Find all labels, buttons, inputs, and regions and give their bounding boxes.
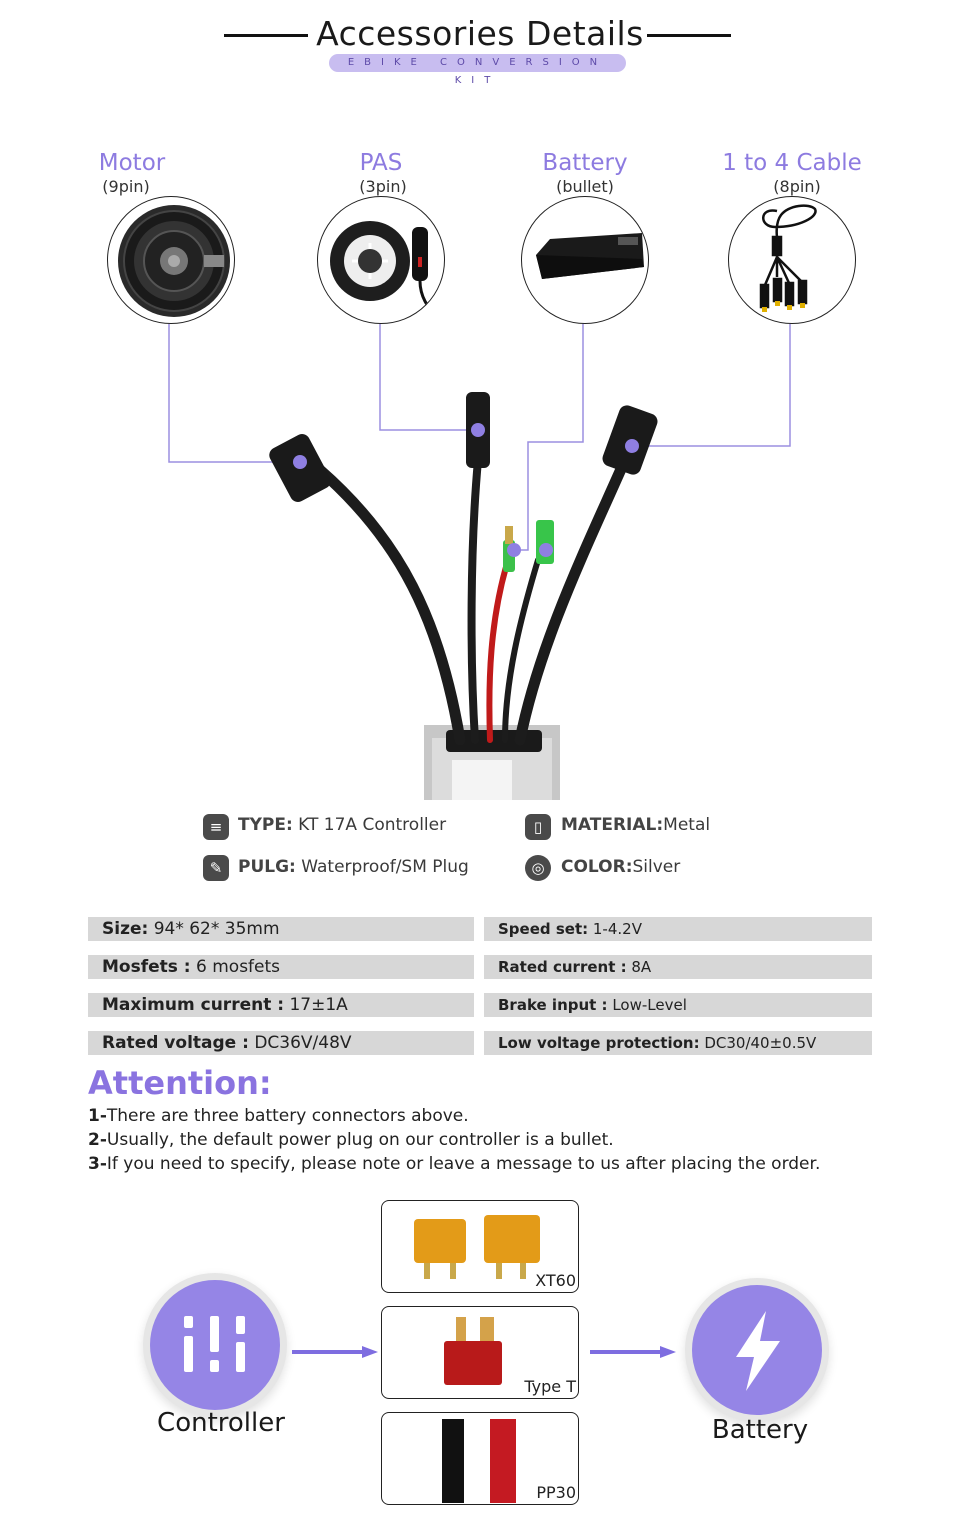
xt60-plug-icon (410, 1211, 550, 1287)
spec-color (561, 857, 680, 877)
spec-plug (238, 857, 469, 877)
attention-item-number: 1- (88, 1106, 107, 1126)
material-icon: ▯ (525, 814, 551, 840)
connector-xt60 (381, 1200, 579, 1293)
spec-row-value: 1-4.2V (588, 920, 642, 938)
palette-icon: ◎ (525, 855, 551, 881)
accessory-pas-name: PAS (359, 150, 403, 176)
battery-photo-icon (521, 196, 649, 324)
spec-row-value: 6 mosfets (190, 957, 281, 977)
spec-row-value: DC36V/48V (248, 1033, 352, 1053)
spec-row-max-current (88, 993, 474, 1017)
plug-icon: ✎ (203, 855, 229, 881)
spec-row-mosfets (88, 955, 474, 979)
spec-row-key: Speed set: (498, 920, 589, 938)
spec-row-value: Low-Level (607, 996, 687, 1014)
connector-type-t-label: Type T (524, 1377, 576, 1396)
spec-row-key: Rated voltage : (102, 1033, 249, 1053)
attention-item-number: 2- (88, 1130, 107, 1150)
accessory-battery-name: Battery (542, 150, 628, 176)
arrow-right-icon (292, 1344, 380, 1360)
controller-icon (150, 1280, 280, 1410)
type-t-plug-icon (438, 1313, 508, 1393)
attention-item (88, 1154, 820, 1174)
spec-row-key: Rated current : (498, 958, 627, 976)
connector-type-t (381, 1306, 579, 1399)
arrow-right-icon (590, 1344, 678, 1360)
pp30-plug-icon (436, 1417, 536, 1503)
attention-item-text: Usually, the default power plug on our controller is a bullet. (106, 1130, 614, 1150)
accessory-pas-sub: (3pin) (359, 177, 407, 196)
spec-row-rated-voltage (88, 1031, 474, 1055)
spec-row-rated-current (484, 955, 872, 979)
spec-row-key: Size: (102, 919, 149, 939)
spec-row-key: Brake input : (498, 996, 608, 1014)
spec-row-brake-input (484, 993, 872, 1017)
spec-row-value: DC30/40±0.5V (699, 1034, 817, 1052)
spec-type-key: TYPE: (238, 815, 293, 835)
wiring-harness-illustration (0, 320, 960, 800)
attention-item-text: If you need to specify, please note or leave a message to us after placing the order. (106, 1154, 821, 1174)
attention-item-text: There are three battery connectors above. (106, 1106, 469, 1126)
accessory-cable-name: 1 to 4 Cable (722, 150, 862, 176)
spec-row-size (88, 917, 474, 941)
connector-pp30 (381, 1412, 579, 1505)
spec-type (238, 815, 446, 835)
spec-plug-key: PULG: (238, 857, 296, 877)
page-title: Accessories Details (316, 14, 644, 53)
pas-sensor-photo-icon (317, 196, 445, 324)
accessory-battery-sub: (bullet) (556, 177, 614, 196)
connector-xt60-label: XT60 (535, 1271, 576, 1290)
spec-material (561, 815, 710, 835)
spec-plug-value: Waterproof/SM Plug (295, 857, 469, 877)
spec-row-key: Maximum current : (102, 995, 285, 1015)
spec-color-value: Silver (632, 857, 681, 877)
spec-row-low-voltage (484, 1031, 872, 1055)
controller-label: Controller (157, 1408, 285, 1438)
spec-row-value: 17±1A (284, 995, 348, 1015)
battery-lightning-icon (692, 1285, 822, 1415)
cable-photo-icon (728, 196, 856, 324)
page-subtitle-badge: EBIKE CONVERSION KIT (329, 54, 626, 72)
accessory-motor-sub: (9pin) (102, 177, 150, 196)
hub-motor-photo-icon (107, 196, 235, 324)
spec-color-key: COLOR: (561, 857, 633, 877)
spec-row-value: 94* 62* 35mm (148, 919, 280, 939)
battery-label: Battery (711, 1415, 809, 1445)
spec-row-speed-set (484, 917, 872, 941)
connector-pp30-label: PP30 (536, 1483, 576, 1502)
attention-item (88, 1130, 614, 1150)
attention-item (88, 1106, 469, 1126)
accessory-cable-sub: (8pin) (773, 177, 821, 196)
spec-type-value: KT 17A Controller (292, 815, 447, 835)
spec-row-value: 8A (626, 958, 652, 976)
accessory-motor-name: Motor (98, 150, 166, 176)
spec-material-value: Metal (663, 815, 711, 835)
spec-row-key: Mosfets : (102, 957, 191, 977)
attention-item-number: 3- (88, 1154, 107, 1174)
attention-title: Attention: (88, 1064, 272, 1102)
spec-material-key: MATERIAL: (561, 815, 664, 835)
spec-row-key: Low voltage protection: (498, 1034, 700, 1052)
clipboard-icon: ≡ (203, 814, 229, 840)
